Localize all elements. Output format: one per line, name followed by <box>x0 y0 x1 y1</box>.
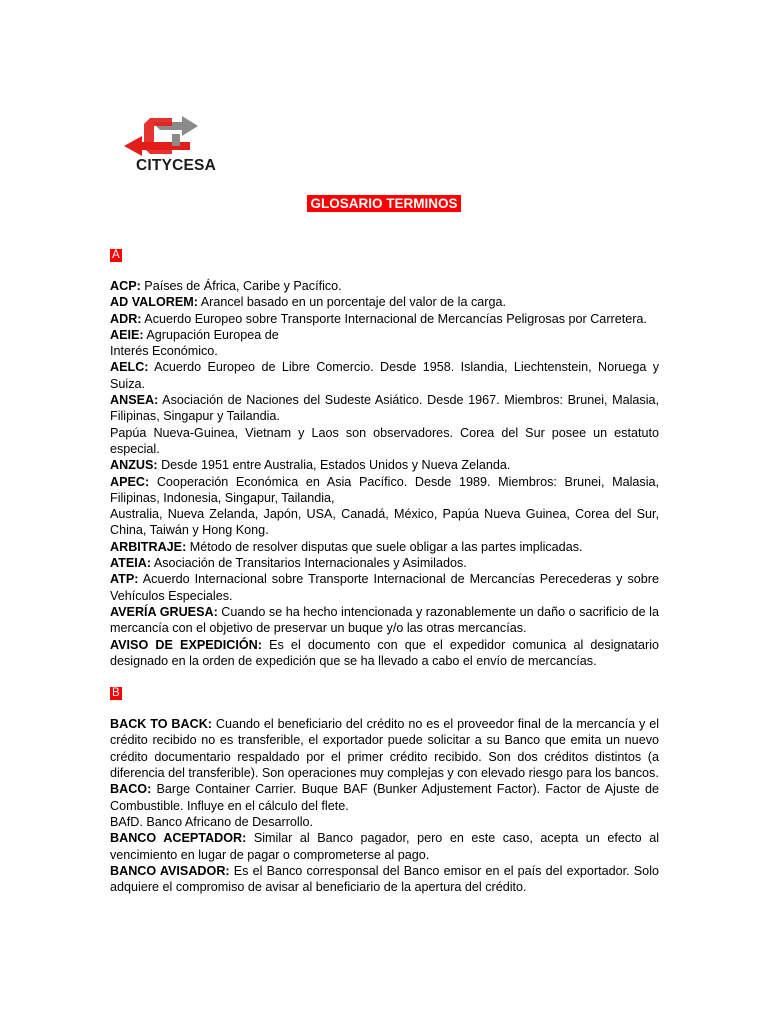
glossary-term: BACO: <box>110 782 152 797</box>
glossary-entry <box>110 425 659 458</box>
glossary-entry <box>110 392 659 425</box>
glossary-definition: Es el Banco corresponsal del Banco emisor en el país del exportador. Solo adquiere el compromiso de avisar al beneficiario de la apertura del crédito. <box>110 863 659 895</box>
glossary-entry <box>110 604 659 637</box>
glossary-definition: Asociación de Naciones del Sudeste Asiático. Desde 1967. Miembros: Brunei, Malasia, Filipinas, Singapur y Tailandia. <box>110 393 659 424</box>
glossary-term: BANCO AVISADOR: <box>110 863 230 878</box>
glossary-entry <box>110 457 659 473</box>
glossary-entry <box>110 830 659 863</box>
glossary-definition: Australia, Nueva Zelanda, Japón, USA, Canadá, México, Papúa Nueva Guinea, Corea del Sur, China, Taiwán y Hong Kong. <box>110 507 659 538</box>
glossary-entry <box>110 506 659 539</box>
glossary-entry <box>110 539 659 555</box>
glossary-definition: Arancel basado en un porcentaje del valor de la carga. <box>197 295 506 310</box>
glossary-definition: Países de África, Caribe y Pacífico. <box>140 279 342 293</box>
glossary-definition: Interés Económico. <box>110 344 218 359</box>
section-letter-b: B <box>112 687 120 700</box>
glossary-term: AELC: <box>110 360 149 375</box>
glossary-entry <box>110 571 659 604</box>
section-a-entries <box>110 278 659 669</box>
glossary-term: APEC: <box>110 474 150 489</box>
glossary-definition: Desde 1951 entre Australia, Estados Unidos y Nueva Zelanda. <box>157 458 511 473</box>
glossary-entry <box>110 814 659 830</box>
glossary-term: ATP: <box>110 572 139 587</box>
glossary-term: AEIE: <box>110 327 144 342</box>
glossary-term: AD VALOREM: <box>110 295 198 310</box>
glossary-term: AVISO DE EXPEDICIÓN: <box>110 637 262 652</box>
glossary-entry <box>110 863 659 896</box>
glossary-definition: Papúa Nueva-Guinea, Vietnam y Laos son observadores. Corea del Sur posee un estatuto especial. <box>110 425 659 456</box>
glossary-term: ATEIA: <box>110 556 152 571</box>
glossary-definition: Cuando el beneficiario del crédito no es el proveedor final de la mercancía y el crédito recibido no es transferible, el exportador puede solicitar a su Banco que emita un nuevo crédito documentario respaldado por el primer crédito recibido. Son dos créditos distintos (a diferencia del transferible). Son operaciones muy complejas y con elevado riesgo para los bancos. <box>110 717 659 781</box>
glossary-definition: Acuerdo Europeo de Libre Comercio. Desde 1958. Islandia, Liechtenstein, Noruega y Suiza. <box>110 360 659 391</box>
section-b <box>110 669 659 895</box>
glossary-entry <box>110 278 659 294</box>
glossary-entry <box>110 343 659 359</box>
glossary-entry <box>110 359 659 392</box>
glossary-entry <box>110 327 659 343</box>
glossary-definition: Acuerdo Internacional sobre Transporte Internacional de Mercancías Perecederas y sobre Vehículos Especiales. <box>110 572 659 603</box>
glossary-entry <box>110 294 659 310</box>
page-title <box>0 195 768 213</box>
glossary-term: ANZUS: <box>110 458 158 473</box>
glossary-definition: Cooperación Económica en Asia Pacífico. Desde 1989. Miembros: Brunei, Malasia, Filipinas, Indonesia, Singapur, Tailandia, <box>110 474 659 505</box>
glossary-definition: Agrupación Europea de <box>143 327 279 342</box>
glossary-term: BANCO ACEPTADOR: <box>110 831 247 846</box>
glossary-definition: Es el documento con que el expedidor comunica al designatario designado en la orden de expedición que se ha llevado a cabo el envío de mercancías. <box>110 637 660 668</box>
glossary-term: ACP: <box>110 279 141 293</box>
section-a <box>110 246 659 669</box>
glossary-content <box>110 246 659 895</box>
glossary-entry <box>110 474 659 507</box>
glossary-term: AVERÍA GRUESA: <box>110 604 218 619</box>
glossary-term: BACK TO BACK: <box>110 717 213 732</box>
glossary-definition: Barge Container Carrier. Buque BAF (Bunker Adjustement Factor). Factor de Ajuste de Combustible. Influye en el cálculo del flete. <box>110 782 659 813</box>
glossary-entry <box>110 716 659 781</box>
glossary-definition: Acuerdo Europeo sobre Transporte Internacional de Mercancías Peligrosas por Carretera. <box>141 311 647 326</box>
section-letter-a: A <box>112 249 120 261</box>
company-logo <box>120 112 230 178</box>
glossary-entry <box>110 781 659 814</box>
glossary-term: ADR: <box>110 311 142 326</box>
glossary-term: ARBITRAJE: <box>110 539 187 554</box>
glossary-definition: Asociación de Transitarios Internacionales y Asimilados. <box>151 556 467 571</box>
page-title-text: GLOSARIO TERMINOS <box>307 195 460 212</box>
glossary-definition: Cuando se ha hecho intencionada y razonablemente un daño o sacrificio de la mercancía con el objetivo de preservar un buque y/o las otras mercancías. <box>110 604 659 636</box>
logo-wordmark: CITYCESA <box>136 157 216 174</box>
glossary-definition: Similar al Banco pagador, pero en este caso, acepta un efecto al vencimiento en lugar de pagar o comprometerse al pago. <box>110 831 659 862</box>
glossary-definition: BAfD. Banco Africano de Desarrollo. <box>110 814 314 829</box>
glossary-entry <box>110 555 659 571</box>
arrows-logo-icon <box>120 112 230 162</box>
glossary-entry <box>110 637 659 670</box>
section-b-entries <box>110 716 659 895</box>
glossary-term: ANSEA: <box>110 393 159 408</box>
glossary-definition: Método de resolver disputas que suele obligar a las partes implicadas. <box>186 539 583 554</box>
glossary-entry <box>110 311 659 327</box>
